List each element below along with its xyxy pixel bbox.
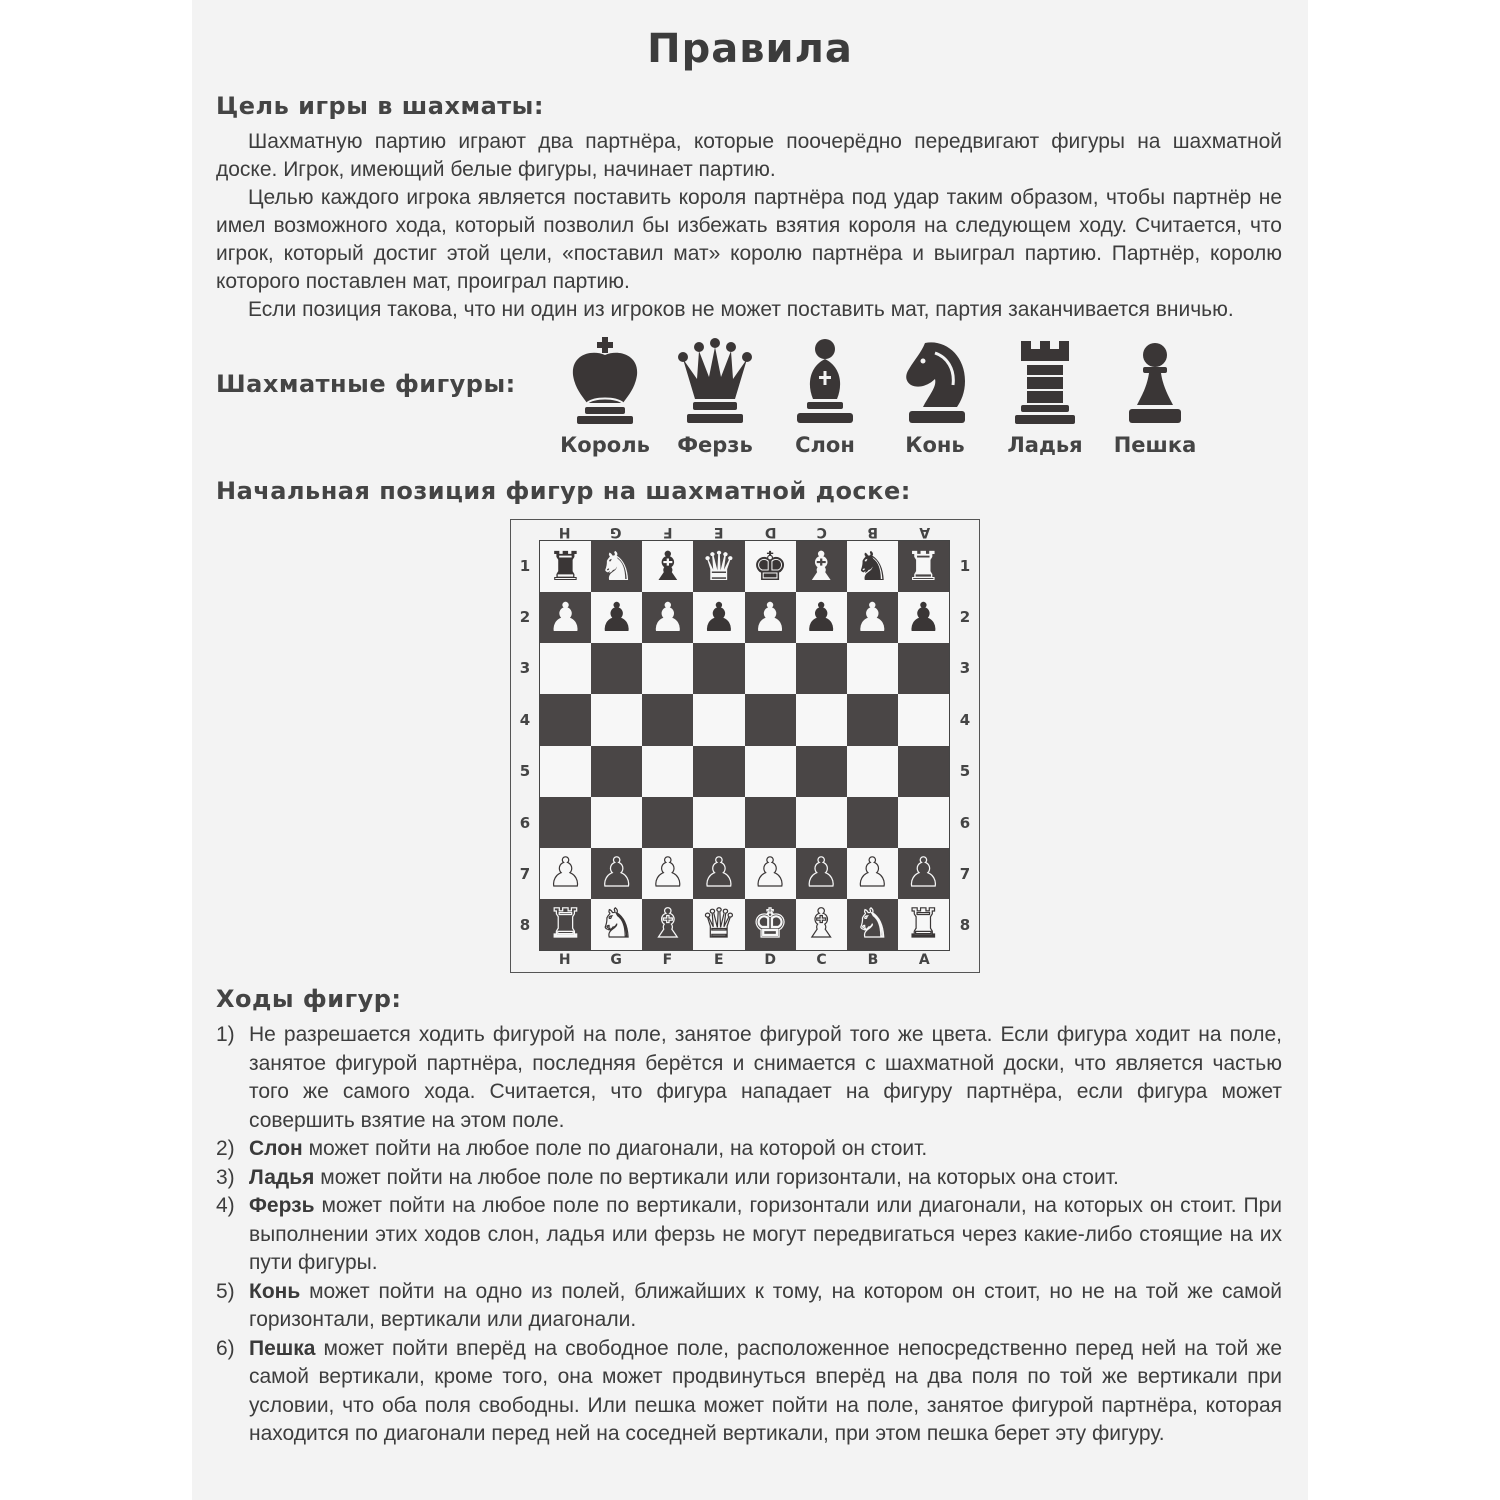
dark-rook-icon: ♜ [547,543,584,590]
moves-item-text: может пойти на одно из полей, ближайших к тому, на котором он стоит, но не на той же самой горизонтали, вертикали или диагонали. [249,1279,1282,1331]
rank-labels-left [513,540,537,951]
moves-item-piece: Ферзь [249,1194,315,1217]
board-square [847,541,898,592]
board-square [591,848,642,899]
moves-heading: Ходы фигур: [216,985,402,1013]
piece-label-pawn: Пешка [1113,433,1197,457]
file-labels-top [539,520,950,540]
board-square [642,694,693,745]
board-square [847,694,898,745]
file-label: A [918,524,930,540]
board-square [898,797,949,848]
moves-item-number: 6) [216,1336,235,1360]
piece-king [550,335,660,465]
moves-item-piece: Пешка [249,1336,316,1360]
piece-pawn [1100,335,1210,465]
dark-rook-icon: ♜ [905,543,942,590]
goal-heading: Цель игры в шахматы: [216,92,544,120]
board-square [591,899,642,950]
rank-label: 2 [959,608,971,627]
moves-list [216,1021,1282,1449]
rank-label: 3 [519,659,531,678]
moves-item [216,1021,1282,1135]
light-knight-icon: ♞ [598,901,635,948]
light-pawn-icon: ♟ [854,850,891,897]
board-square [693,899,744,950]
dark-king-icon: ♚ [752,543,788,590]
chessboard [539,540,950,951]
board-square [693,643,744,694]
board-square [796,746,847,797]
board-square [898,746,949,797]
board-square [745,541,796,592]
board-square [591,746,642,797]
light-king-icon: ♚ [752,901,788,948]
piece-label-bishop: Слон [795,433,855,457]
board-square [540,899,591,950]
board-square [847,797,898,848]
board-square [847,643,898,694]
board-square [642,746,693,797]
board-square [591,541,642,592]
light-knight-icon: ♞ [854,901,891,948]
light-pawn-icon: ♟ [803,850,840,897]
knight-icon [895,335,975,427]
board-square [898,848,949,899]
dark-pawn-icon: ♟ [854,594,891,641]
dark-bishop-icon: ♝ [649,543,686,590]
board-square [898,592,949,643]
goal-paragraph-1: Шахматную партию играют два партнёра, которые поочерёдно передвигают фигуры на шахматной доске. Игрок, имеющий белые фигуры, начинает партию. [216,130,1282,181]
bishop-icon [785,335,865,427]
rank-label: 3 [959,659,971,678]
piece-label-king: Король [560,433,650,457]
page-title: Правила [647,26,853,72]
moves-item-text: может пойти вперёд на свободное поле, расположенное непосредственно перед ней на той же самой вертикали, кроме того, она может продвинуться вперёд на два поля по той же вертикали при условии, что оба поля свободны. Или пешка может пойти на поле, занятое фигурой партнёра, которая находится по диагонали перед ней на соседней вертикали, при этом пешка берет эту фигуру. [249,1336,1282,1445]
board-square [693,694,744,745]
rank-label: 6 [519,813,531,832]
board-square [591,797,642,848]
light-pawn-icon: ♟ [547,850,584,897]
light-bishop-icon: ♝ [803,901,840,948]
file-label: F [662,952,673,968]
light-pawn-icon: ♟ [905,850,942,897]
board-square [540,848,591,899]
goal-paragraph-3: Если позиция такова, что ни один из игроков не может поставить мат, партия заканчивается вничью. [248,298,1234,321]
board-square [796,643,847,694]
queen-icon [675,335,755,427]
rank-label: 2 [519,608,531,627]
board-square [642,848,693,899]
light-pawn-icon: ♟ [649,850,686,897]
dark-pawn-icon: ♟ [701,594,737,641]
board-square [745,694,796,745]
board-square [898,643,949,694]
board-square [847,746,898,797]
file-label: E [714,524,724,540]
rank-label: 8 [519,916,531,935]
piece-label-rook: Ладья [1007,433,1083,457]
piece-bishop [770,335,880,465]
board-square [745,592,796,643]
moves-item [216,1335,1282,1449]
dark-queen-icon: ♛ [701,543,737,590]
light-bishop-icon: ♝ [649,901,686,948]
dark-pawn-icon: ♟ [598,594,635,641]
board-square [745,746,796,797]
file-label: A [918,952,930,968]
file-label: B [867,524,879,540]
moves-item-text: может пойти на любое поле по вертикали, горизонтали или диагонали, на которых он стоит. При выполнении этих ходов слон, ладья или ферзь не могут передвигаться через какие-либо стоящие на их пути фигуры. [249,1194,1282,1274]
dark-pawn-icon: ♟ [649,594,686,641]
board-square [898,899,949,950]
moves-item-number: 3) [216,1165,235,1189]
file-label: F [662,524,673,540]
pieces-heading: Шахматные фигуры: [216,370,516,398]
rank-label: 7 [959,864,971,883]
moves-item [216,1164,1282,1193]
light-rook-icon: ♜ [905,901,942,948]
board-square [745,797,796,848]
board-square [540,746,591,797]
board-square [745,848,796,899]
rank-label: 4 [519,710,531,729]
chessboard-diagram [510,519,980,973]
board-square [540,694,591,745]
board-square [745,899,796,950]
board-square [898,694,949,745]
moves-item [216,1278,1282,1335]
piece-rook [990,335,1100,465]
rank-label: 8 [959,916,971,935]
board-square [693,746,744,797]
light-queen-icon: ♛ [701,901,737,948]
board-square [796,797,847,848]
moves-item-piece: Ладья [249,1165,315,1189]
light-pawn-icon: ♟ [701,850,737,897]
board-square [796,848,847,899]
dark-knight-icon: ♞ [598,543,635,590]
moves-item [216,1135,1282,1164]
board-square [847,848,898,899]
board-square [642,643,693,694]
file-label: D [764,952,776,968]
rank-label: 4 [959,710,971,729]
dark-pawn-icon: ♟ [905,594,942,641]
rank-label: 5 [519,762,531,781]
board-square [642,797,693,848]
board-square [642,541,693,592]
rank-label: 6 [959,813,971,832]
board-square [591,592,642,643]
board-square [540,797,591,848]
dark-pawn-icon: ♟ [752,594,788,641]
piece-label-knight: Конь [905,433,965,457]
moves-item-text: может пойти на любое поле по вертикали или горизонтали, на которых она стоит. [314,1165,1119,1189]
rank-label: 1 [959,556,971,575]
board-square [745,643,796,694]
rook-icon [1005,335,1085,427]
board-square [642,592,693,643]
dark-pawn-icon: ♟ [803,594,840,641]
pieces-legend [550,335,1197,465]
board-square [796,541,847,592]
board-square [693,541,744,592]
rank-labels-right [953,540,977,951]
moves-item-number: 2) [216,1137,235,1160]
file-labels-bottom [539,952,950,972]
board-square [540,541,591,592]
board-square [898,541,949,592]
board-square [693,797,744,848]
board-square [693,592,744,643]
light-pawn-icon: ♟ [752,850,788,897]
light-pawn-icon: ♟ [598,850,635,897]
board-square [847,899,898,950]
board-square [796,899,847,950]
moves-item-number: 1) [216,1023,235,1046]
board-heading: Начальная позиция фигур на шахматной доске: [216,477,911,505]
moves-item-number: 5) [216,1279,235,1303]
moves-item-text: может пойти на любое поле по диагонали, на которой он стоит. [302,1137,928,1160]
file-label: G [610,952,622,968]
moves-item-piece: Слон [249,1137,303,1160]
rank-label: 1 [519,556,531,575]
board-square [796,592,847,643]
dark-knight-icon: ♞ [854,543,891,590]
board-square [847,592,898,643]
piece-label-queen: Ферзь [677,433,753,457]
light-rook-icon: ♜ [547,901,584,948]
file-label: B [867,952,879,968]
dark-pawn-icon: ♟ [547,594,584,641]
rank-label: 5 [959,762,971,781]
moves-item-number: 4) [216,1194,235,1217]
moves-item [216,1192,1282,1278]
board-square [540,643,591,694]
file-label: C [816,952,827,968]
file-label: D [764,524,776,540]
pawn-icon [1115,335,1195,427]
board-square [642,899,693,950]
moves-item-piece: Конь [249,1279,301,1303]
file-label: G [610,524,622,540]
king-icon [565,335,645,427]
file-label: C [816,524,827,540]
piece-knight [880,335,990,465]
goal-paragraph-2: Целью каждого игрока является поставить короля партнёра под удар таким образом, чтобы партнёр не имел возможного хода, который позволил бы избежать взятия короля на следующем ходу. Считается, что игрок, который достиг этой цели, «поставил мат» королю партнёра и выиграл партию. Партнёр, королю которого поставлен мат, проиграл партию. [216,186,1282,293]
board-square [693,848,744,899]
moves-item-text: Не разрешается ходить фигурой на поле, занятое фигурой того же цвета. Если фигура ходит на поле, занятое фигурой партнёра, последняя берётся и снимается с шахматной доски, что является частью того же самого хода. Считается, что фигура нападает на фигуру партнёра, если фигура может совершить взятие на этом поле. [249,1023,1282,1132]
piece-queen [660,335,770,465]
board-square [796,694,847,745]
dark-bishop-icon: ♝ [803,543,840,590]
file-label: H [558,524,571,540]
file-label: H [558,952,571,968]
board-square [591,694,642,745]
board-square [540,592,591,643]
rank-label: 7 [519,864,531,883]
board-square [591,643,642,694]
file-label: E [714,952,724,968]
